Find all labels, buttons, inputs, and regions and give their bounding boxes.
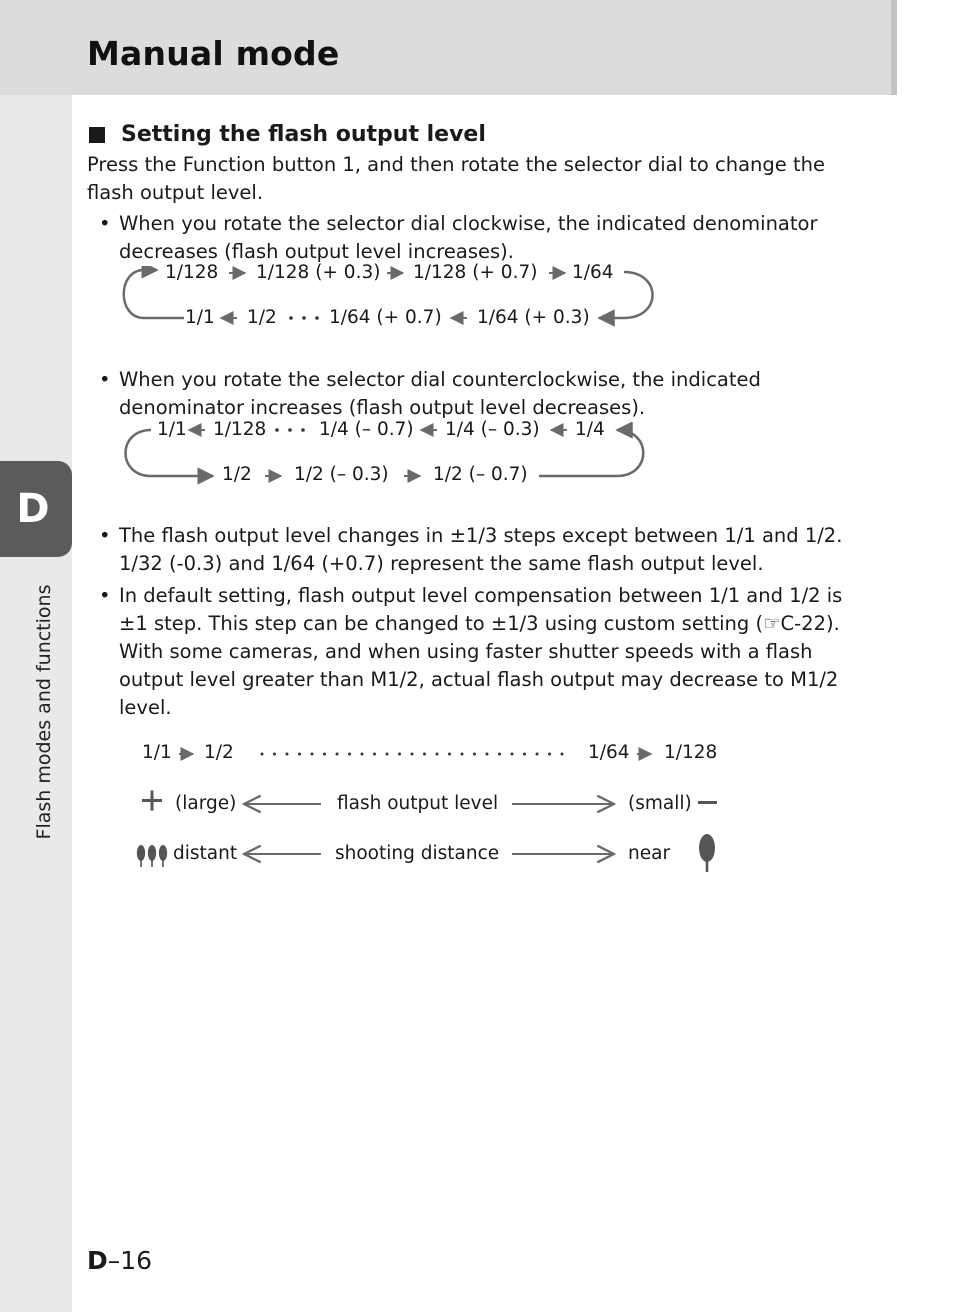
scale-large-label: (large)	[175, 793, 237, 814]
scale-small-label: (small)	[628, 793, 692, 814]
bullet-step-note: • The flash output level changes in ±1/3 steps except between 1/1 and 1/2. 1/32 (-0.3) and 1/64 (+0.7) represent the same flash output level.	[87, 522, 877, 578]
section-heading	[87, 122, 877, 147]
scale-1-1: 1/1	[142, 742, 172, 763]
scale-1-64: 1/64	[588, 742, 630, 763]
cw-top-1: 1/128	[165, 262, 219, 283]
page-title: Manual mode	[87, 34, 340, 73]
intro-text: Press the Function button 1, and then rotate the selector dial to change the flash output level.	[87, 153, 825, 204]
chapter-tab-letter: D	[16, 486, 50, 532]
scale-near-label: near	[628, 843, 671, 864]
bullet-clockwise: • When you rotate the selector dial clockwise, the indicated denominator decreases (flash output level increases).	[87, 210, 877, 266]
scale-shooting-distance-label: shooting distance	[335, 843, 500, 864]
cw-bottom-2: 1/2	[247, 307, 277, 328]
ccw-bottom-2: 1/2 (– 0.3)	[294, 464, 389, 485]
header-band-edge	[891, 0, 897, 95]
main-content	[87, 122, 877, 896]
ccw-top-2: 1/128	[213, 419, 267, 440]
ccw-top-3: 1/4 (– 0.7)	[319, 419, 414, 440]
chapter-label-text: Flash modes and functions	[33, 584, 55, 840]
clockwise-cycle-diagram	[87, 262, 877, 366]
page-number	[87, 1246, 152, 1275]
bullet-default-setting: • In default setting, flash output level compensation between 1/1 and 1/2 is ±1 step. This step can be changed to ±1/3 using custom setting (☞C-22). With some cameras, and when using faster shutter speeds with a flash output level greater than M1/2, actual flash output may decrease to M1/2 level.	[87, 582, 877, 722]
near-tree-icon	[697, 834, 717, 874]
cw-bottom-1: 1/1	[185, 307, 215, 328]
cw-top-2: 1/128 (+ 0.3)	[256, 262, 381, 283]
scale-1-128: 1/128	[664, 742, 718, 763]
bullet-counterclockwise: • When you rotate the selector dial counterclockwise, the indicated denominator increases (flash output level decreases).	[87, 366, 877, 422]
distant-trees-icon	[136, 843, 170, 869]
section-title: Setting the flash output level	[121, 122, 486, 147]
ccw-top-5: 1/4	[575, 419, 605, 440]
cw-top-4: 1/64	[572, 262, 614, 283]
scale-1-2: 1/2	[204, 742, 234, 763]
ccw-bottom-3: 1/2 (– 0.7)	[433, 464, 528, 485]
square-bullet-icon	[89, 127, 105, 143]
scale-distant-label: distant	[173, 843, 238, 864]
counterclockwise-cycle-diagram	[87, 419, 877, 522]
cw-top-3: 1/128 (+ 0.7)	[413, 262, 538, 283]
cw-bottom-4: 1/64 (+ 0.3)	[477, 307, 590, 328]
cw-bottom-3: 1/64 (+ 0.7)	[329, 307, 442, 328]
scale-flash-output-label: flash output level	[337, 793, 499, 814]
page-number-letter: D	[87, 1246, 108, 1275]
page-number-digits: –16	[107, 1246, 153, 1275]
ccw-top-4: 1/4 (– 0.3)	[445, 419, 540, 440]
ccw-top-1: 1/1	[157, 419, 187, 440]
flash-scale-diagram	[87, 736, 877, 896]
ccw-bottom-1: 1/2	[222, 464, 252, 485]
